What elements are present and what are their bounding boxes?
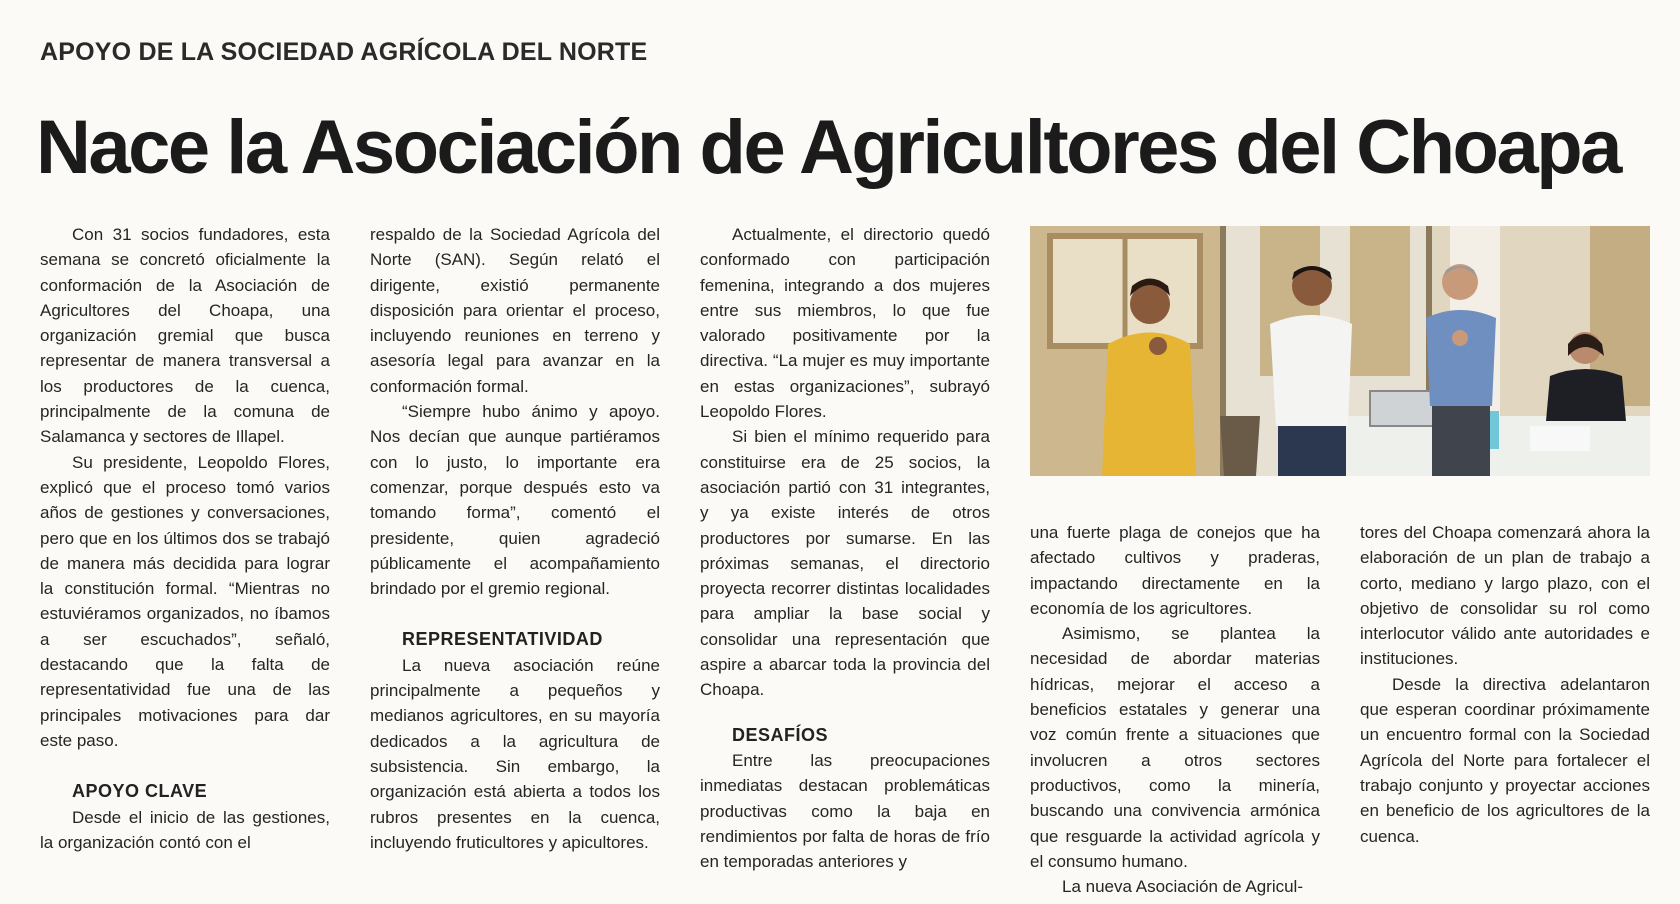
article-column-3: [700, 222, 990, 874]
section-heading-desafios: DESAFÍOS: [732, 724, 829, 745]
section-heading-representatividad: REPRESENTATIVIDAD: [402, 629, 603, 650]
section-heading-apoyo-clave: APOYO CLAVE: [72, 781, 208, 802]
article-headline: Nace la Asociación de Agricultores del Choapa: [36, 105, 1620, 190]
article-column-4: [1030, 520, 1320, 899]
article-column-1: [40, 222, 330, 855]
paragraph: tores del Choapa comenzará ahora la elaboración de un plan de trabajo a corto, mediano y largo plazo, con el objetivo de consolidar su rol como interlocutor válido ante autoridades e instituciones.: [1360, 523, 1650, 669]
article-column-2: [370, 222, 660, 855]
news-photo-people-meeting-icon: [1030, 226, 1650, 476]
paragraph: Con 31 socios fundadores, esta semana se concretó oficialmente la conformación de la Asociación de Agricultores del Choapa, una organización gremial que busca representar de manera transversal a los productores de la cuenca, principalmente de la comuna de Salamanca y sectores de Illapel.: [40, 225, 330, 447]
paragraph: Entre las preocupaciones inmediatas destacan problemáticas productivas como la baja en rendimientos por falta de horas de frío en temporadas anteriores y: [700, 750, 990, 872]
paragraph: una fuerte plaga de conejos que ha afectado cultivos y praderas, impactando directamente en la economía de los agricultores.: [1030, 523, 1320, 618]
paragraph: La nueva asociación reúne principalmente a pequeños y medianos agricultores, en su mayoría dedicados a la agricultura de subsistencia. Sin embargo, la organización está abierta a todos los rubros presentes en la cuenca, incluyendo fruticultores y apicultores.: [370, 655, 660, 852]
paragraph: Su presidente, Leopoldo Flores, explicó que el proceso tomó varios años de gestiones y conversaciones, pero que en los últimos dos se trabajó de manera más decidida para lograr la constitución formal. “Mientras no estuviéramos organizados, no íbamos a ser escuchados”, señaló, destacando que la falta de representatividad fue una de las principales motivaciones para dar este paso.: [40, 452, 330, 750]
article-column-5: [1360, 520, 1650, 849]
article-kicker: APOYO DE LA SOCIEDAD AGRÍCOLA DEL NORTE: [40, 38, 648, 66]
paragraph: Actualmente, el directorio quedó conformado con participación femenina, integrando a dos mujeres entre sus miembros, lo que fue valorado positivamente por la directiva. “La mujer es muy importante en estas organizaciones”, subrayó Leopoldo Flores.: [700, 225, 990, 422]
paragraph: respaldo de la Sociedad Agrícola del Norte (SAN). Según relató el dirigente, existió permanente disposición para orientar el proceso, incluyendo reuniones en terreno y asesoría legal para avanzar en la conformación formal.: [370, 225, 660, 396]
paragraph: Si bien el mínimo requerido para constituirse era de 25 socios, la asociación partió con 31 integrantes, y ya existe interés de otros productores por sumarse. En las próximas semanas, el directorio proyecta recorrer distintas localidades para ampliar la base social y consolidar una representación que aspire a abarcar toda la provincia del Choapa.: [700, 427, 990, 700]
paragraph: Desde el inicio de las gestiones, la organización contó con el: [40, 807, 330, 852]
paragraph: Asimismo, se plantea la necesidad de abordar materias hídricas, mejorar el acceso a beneficios estatales y generar una voz común frente a situaciones que involucren a otros sectores productivos, como la minería, buscando una convivencia armónica que resguarde la actividad agrícola y el consumo humano.: [1030, 624, 1320, 871]
article-photo: [1030, 226, 1650, 476]
paragraph: “Siempre hubo ánimo y apoyo. Nos decían que aunque partiéramos con lo justo, lo importante era comenzar, porque después esto va tomando forma”, comentó el presidente, quien agradeció públicamente el acompañamiento brindado por el gremio regional.: [370, 402, 660, 599]
paragraph: La nueva Asociación de Agricul-: [1062, 877, 1303, 897]
paragraph: Desde la directiva adelantaron que esperan coordinar próximamente un encuentro formal con la Sociedad Agrícola del Norte para fortalecer el trabajo conjunto y proyectar acciones en beneficio de los agricultores de la cuenca.: [1360, 674, 1650, 846]
